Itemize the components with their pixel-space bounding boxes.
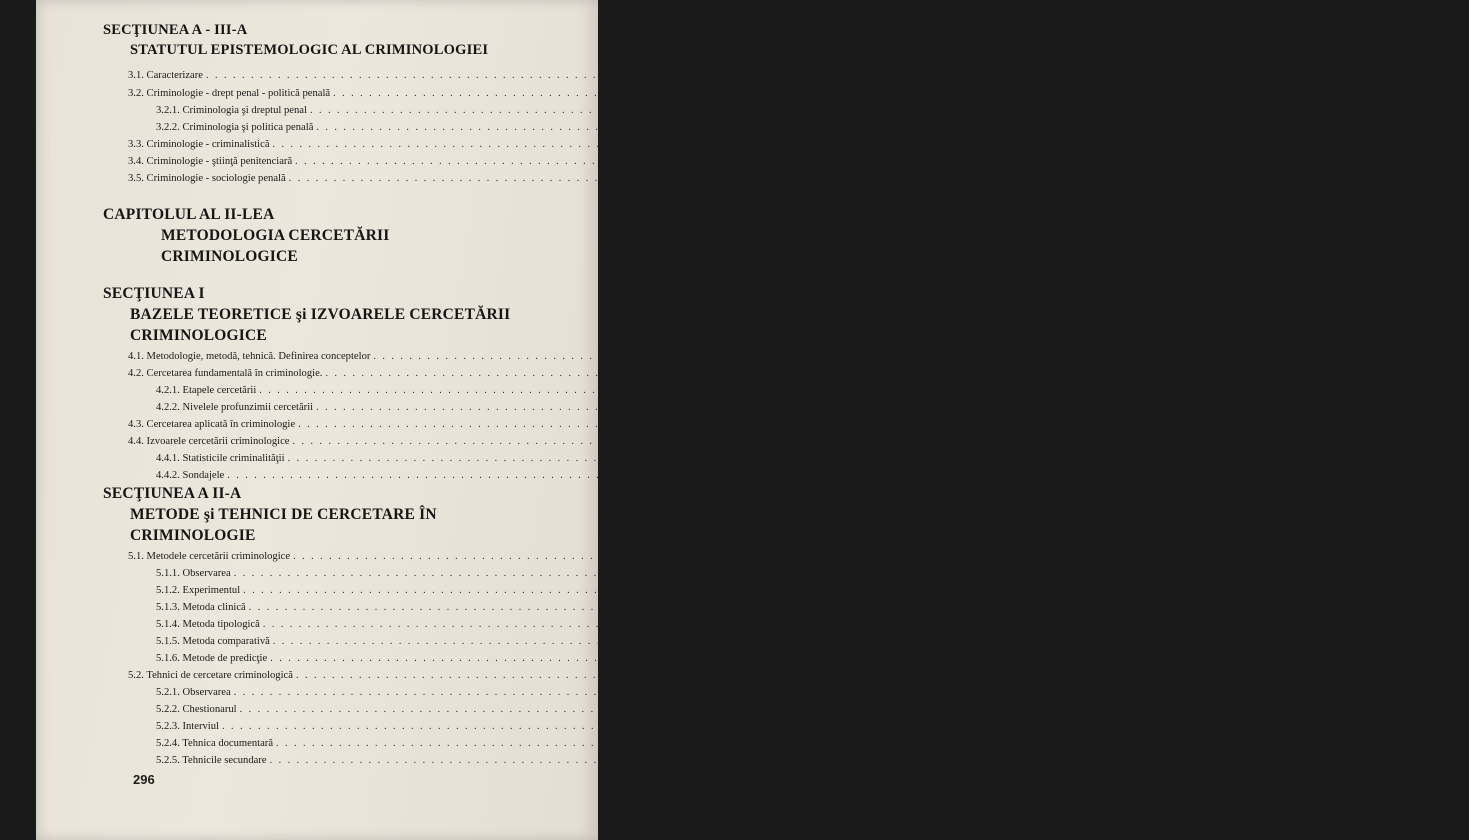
toc-entry-page: 42 bbox=[1380, 156, 1391, 167]
dot-leader: . . . . . . . . . . . . . . . . . . . . . . . . . . . . . . . . . . . . . . . . . . . . . . . . . . . . . . . . . . . . . . . . . . . . . . . . . . . . . . . . . . . . . . . . . . . . . . . . . . . . . . . . . . . . . . . . . . . . . . . . bbox=[262, 619, 1339, 630]
section-title: CRIMINOLOGICE bbox=[130, 327, 267, 344]
dot-leader: . . . . . . . . . . . . . . . . . . . . . . . . . . . . . . . . . . . . . . . . . . . . . . . . . . . . . . . . . . . . . . . . . . . . . . . . . . . . . . . . . . . . . . . . . . . . . . . . . . . . . . . . . . . . . . . . . . . . . . . . bbox=[221, 721, 1298, 732]
chapter-label: CAPITOLUL AL II-LEA bbox=[103, 206, 275, 223]
toc-entry-page: 74 bbox=[1306, 721, 1318, 732]
toc-entry-label: 5.1. Metodele cercetării criminologice bbox=[128, 551, 291, 562]
toc-entry-label: 4.1. Metodologie, metodă, tehnică. Definirea conceptelor bbox=[128, 351, 371, 362]
toc-entry-label: 3.2. Criminologie - drept penal - politică penală bbox=[128, 88, 331, 99]
dot-leader: . . . . . . . . . . . . . . . . . . . . . . . . . . . . . . . . . . . . . . . . . . . . . . . . . . . . . . . . . . . . . . . . . . . . . . . . . . . . . . . . . . . . . . . . . . . . . . . . . . . . . . . . . . . . . . . . . . . . . . . . bbox=[316, 122, 1392, 133]
dot-leader: . . . . . . . . . . . . . . . . . . . . . . . . . . . . . . . . . . . . . . . . . . . . . . . . . . . . . . . . . . . . . . . . . . . . . . . . . . . . . . . . . . . . . . . . . . . . . . . . . . . . . . . . . . . . . . . . . . . . . . . . bbox=[316, 402, 1392, 413]
dot-leader: . . . . . . . . . . . . . . . . . . . . . . . . . . . . . . . . . . . . . . . . . . . . . . . . . . . . . . . . . . . . . . . . . . . . . . . . . . . . . . . . . . . . . . . . . . . . . . . . . . . . . . . . . . . . . . . . . . . . . . . . bbox=[227, 470, 1303, 481]
toc-entry-label: 5.1.4. Metoda tipologică bbox=[156, 619, 260, 630]
toc-entry-label: 4.4. Izvoarele cercetării criminologice bbox=[128, 436, 290, 447]
toc-entry-label: 3.3. Criminologie - criminalistică bbox=[128, 139, 270, 150]
toc-entry-label: 4.2.1. Etapele cercetării bbox=[156, 385, 257, 396]
toc-entry bbox=[156, 618, 1359, 632]
toc-entry-label: 5.2.2. Chestionarul bbox=[156, 704, 237, 715]
dot-leader: . . . . . . . . . . . . . . . . . . . . . . . . . . . . . . . . . . . . . . . . . . . . . . . . . . . . . . . . . . . . . . . . . . . . . . . . . . . . . . . . . . . . . . . . . . . . . . . . . . . . . . . . . . . . . . . . . . . . . . . . bbox=[292, 436, 1368, 447]
section-title: STATUTUL EPISTEMOLOGIC AL CRIMINOLOGIEI bbox=[130, 42, 489, 58]
toc-entry-label: 4.4.1. Statisticile criminalităţii bbox=[156, 453, 285, 464]
dot-leader: . . . . . . . . . . . . . . . . . . . . . . . . . . . . . . . . . . . . . . . . . . . . . . . . . . . . . . . . . . . . . . . . . . . . . . . . . . . . . . . . . . . . . . . . . . . . . . . . . . . . . . . . . . . . . . . . . . . . . . . . bbox=[276, 738, 1352, 749]
toc-entry bbox=[128, 367, 1421, 381]
toc-entry-label: 5.2.5. Tehnicile secundare bbox=[156, 755, 267, 766]
toc-entry-page: 79 bbox=[1354, 755, 1366, 766]
toc-entry-label: 5.1.6. Metode de predicţie bbox=[156, 653, 268, 664]
toc-entry bbox=[156, 686, 1330, 700]
dot-leader: . . . . . . . . . . . . . . . . . . . . . . . . . . . . . . . . . . . . . . . . . . . . . . . . . . . . . . . . . . . . . . . . . . . . . . . . . . . . . . . . . . . . . . . . . . . . . . . . . . . . . . . . . . . . . . . . . . . . . . . . bbox=[270, 653, 1346, 664]
section-title: BAZELE TEORETICE şi IZVOARELE CERCETĂRII bbox=[130, 306, 511, 323]
toc-entry-label: 4.2.2. Nivelele profunzimii cercetării bbox=[156, 402, 314, 413]
toc-entry-page: 52 bbox=[1377, 436, 1388, 447]
toc-entry-page: 54 bbox=[1312, 470, 1323, 481]
toc-entry bbox=[128, 550, 1389, 564]
toc-entry-page: 58 bbox=[1328, 585, 1339, 596]
toc-entry bbox=[156, 452, 1384, 466]
toc-entry-page: 57 bbox=[1318, 568, 1330, 579]
dot-leader: . . . . . . . . . . . . . . . . . . . . . . . . . . . . . . . . . . . . . . . . . . . . . . . . . . . . . . . . . . . . . . . . . . . . . . . . . . . . . . . . . . . . . . . . . . . . . . . . . . . . . . . . . . . . . . . . . . . . . . . . bbox=[243, 585, 1319, 596]
toc-entry-label: 5.1.5. Metoda comparativă bbox=[156, 636, 270, 647]
toc-entry bbox=[156, 754, 1366, 768]
toc-entry-page: 67 bbox=[1355, 653, 1366, 664]
toc-entry bbox=[128, 435, 1388, 449]
section-title: METODE şi TEHNICI DE CERCETARE ÎN bbox=[130, 506, 437, 523]
toc-entry bbox=[128, 172, 1385, 186]
toc-entry-page: 61 bbox=[1333, 602, 1345, 613]
toc-entry-page: 68 bbox=[1318, 687, 1330, 698]
toc-entry-page: 52 bbox=[1372, 453, 1384, 464]
dot-leader: . . . . . . . . . . . . . . . . . . . . . . . . . . . . . . . . . . . . . . . . . . . . . . . . . . . . . . . . . . . . . . . . . . . . . . . . . . . . . . . . . . . . . . . . . . . . . . . . . . . . . . . . . . . . . . . . . . . . . . . . bbox=[325, 368, 1401, 379]
toc-entry-page: 39 bbox=[1401, 122, 1412, 133]
toc-entry bbox=[156, 703, 1336, 717]
toc-entry-label: 3.1. Caracterizare bbox=[128, 70, 203, 81]
toc-entry bbox=[156, 635, 1369, 649]
dot-leader: . . . . . . . . . . . . . . . . . . . . . . . . . . . . . . . . . . . . . . . . . . . . . . . . . . . . . . . . . . . . . . . . . . . . . . . . . . . . . . . . . . . . . . . . . . . . . . . . . . . . . . . . . . . . . . . . . . . . . . . . bbox=[233, 568, 1310, 579]
toc-entry bbox=[156, 720, 1318, 734]
toc-entry bbox=[156, 601, 1345, 615]
toc-entry bbox=[156, 384, 1355, 398]
dot-leader: . . . . . . . . . . . . . . . . . . . . . . . . . . . . . . . . . . . . . . . . . . . . . . . . . . . . . . . . . . . . . . . . . . . . . . . . . . . . . . . . . . . . . . . . . . . . . . . . . . . . . . . . . . . . . . . . . . . . . . . . bbox=[295, 156, 1371, 167]
dot-leader: . . . . . . . . . . . . . . . . . . . . . . . . . . . . . . . . . . . . . . . . . . . . . . . . . . . . . . . . . . . . . . . . . . . . . . . . . . . . . . . . . . . . . . . . . . . . . . . . . . . . . . . . . . . . . . . . . . . . . . . . bbox=[298, 419, 1374, 430]
dot-leader: . . . . . . . . . . . . . . . . . . . . . . . . . . . . . . . . . . . . . . . . . . . . . . . . . . . . . . . . . . . . . . . . . . . . . . . . . . . . . . . . . . . . . . . . . . . . . . . . . . . . . . . . . . . . . . . . . . . . . . . . bbox=[233, 687, 1310, 698]
toc-entry bbox=[128, 350, 1469, 364]
toc-entry-page: 77 bbox=[1360, 738, 1372, 749]
dot-leader: . . . . . . . . . . . . . . . . . . . . . . . . . . . . . . . . . . . . . . . . . . . . . . . . . . . . . . . . . . . . . . . . . . . . . . . . . . . . . . . . . . . . . . . . . . . . . . . . . . . . . . . . . . . . . . . . . . . . . . . . bbox=[288, 173, 1365, 184]
dot-leader: . . . . . . . . . . . . . . . . . . . . . . . . . . . . . . . . . . . . . . . . . . . . . . . . . . . . . . . . . . . . . . . . . . . . . . . . . . . . . . . . . . . . . . . . . . . . . . . . . . . . . . . . . . . . . . . . . . . . . . . . bbox=[206, 70, 1282, 81]
toc-entry-page: 36 bbox=[1290, 70, 1302, 81]
toc-entry bbox=[156, 104, 1406, 118]
toc-entry bbox=[156, 401, 1412, 415]
toc-entry-label: 5.2.4. Tehnica documentară bbox=[156, 738, 274, 749]
dot-leader: . . . . . . . . . . . . . . . . . . . . . . . . . . . . . . . . . . . . . . . . . . . . . . . . . . . . . . . . . . . . . . . . . . . . . . . . . . . . . . . . . . . . . . . . . . . . . . . . . . . . . . . . . . . . . . . . . . . . . . . . bbox=[373, 351, 1449, 362]
section-label: SECŢIUNEA A II-A bbox=[103, 485, 242, 502]
dot-leader: . . . . . . . . . . . . . . . . . . . . . . . . . . . . . . . . . . . . . . . . . . . . . . . . . . . . . . . . . . . . . . . . . . . . . . . . . . . . . . . . . . . . . . . . . . . . . . . . . . . . . . . . . . . . . . . . . . . . . . . . bbox=[248, 602, 1325, 613]
toc-entry-page: 56 bbox=[1377, 551, 1389, 562]
dot-leader: . . . . . . . . . . . . . . . . . . . . . . . . . . . . . . . . . . . . . . . . . . . . . . . . . . . . . . . . . . . . . . . . . . . . . . . . . . . . . . . . . . . . . . . . . . . . . . . . . . . . . . . . . . . . . . . . . . . . . . . . bbox=[272, 636, 1349, 647]
toc-entry-page: 65 bbox=[1357, 636, 1369, 647]
toc-entry-page: 51 bbox=[1382, 419, 1394, 430]
toc-entry-page: 50 bbox=[1400, 402, 1412, 413]
toc-entry-page: 41 bbox=[1357, 139, 1369, 150]
toc-entry-page: 71 bbox=[1324, 704, 1336, 715]
toc-entry bbox=[156, 652, 1366, 666]
dot-leader: . . . . . . . . . . . . . . . . . . . . . . . . . . . . . . . . . . . . . . . . . . . . . . . . . . . . . . . . . . . . . . . . . . . . . . . . . . . . . . . . . . . . . . . . . . . . . . . . . . . . . . . . . . . . . . . . . . . . . . . . bbox=[309, 105, 1386, 116]
dot-leader: . . . . . . . . . . . . . . . . . . . . . . . . . . . . . . . . . . . . . . . . . . . . . . . . . . . . . . . . . . . . . . . . . . . . . . . . . . . . . . . . . . . . . . . . . . . . . . . . . . . . . . . . . . . . . . . . . . . . . . . . bbox=[272, 139, 1349, 150]
toc-entry bbox=[128, 155, 1391, 169]
toc-entry-page: 37 bbox=[1394, 105, 1406, 116]
dot-leader: . . . . . . . . . . . . . . . . . . . . . . . . . . . . . . . . . . . . . . . . . . . . . . . . . . . . . . . . . . . . . . . . . . . . . . . . . . . . . . . . . . . . . . . . . . . . . . . . . . . . . . . . . . . . . . . . . . . . . . . . bbox=[287, 453, 1364, 464]
toc-entry-label: 5.1.1. Observarea bbox=[156, 568, 231, 579]
chapter-title: METODOLOGIA CERCETĂRII bbox=[161, 227, 390, 244]
toc-entry bbox=[156, 469, 1323, 483]
toc-entry-label: 3.2.1. Criminologia şi dreptul penal bbox=[156, 105, 307, 116]
toc-entry-label: 5.1.2. Experimentul bbox=[156, 585, 241, 596]
toc-entry-label: 4.3. Cercetarea aplicată în criminologie bbox=[128, 419, 296, 430]
toc-entry-label: 5.2.1. Observarea bbox=[156, 687, 231, 698]
dot-leader: . . . . . . . . . . . . . . . . . . . . . . . . . . . . . . . . . . . . . . . . . . . . . . . . . . . . . . . . . . . . . . . . . . . . . . . . . . . . . . . . . . . . . . . . . . . . . . . . . . . . . . . . . . . . . . . . . . . . . . . . bbox=[239, 704, 1316, 715]
toc-entry bbox=[156, 737, 1372, 751]
toc-entry-label: 3.5. Criminologie - sociologie penală bbox=[128, 173, 286, 184]
toc-entry-label: 3.2.2. Criminologia şi politica penală bbox=[156, 122, 314, 133]
toc-entry bbox=[128, 87, 1429, 101]
toc-entry bbox=[128, 138, 1369, 152]
toc-entry bbox=[156, 567, 1330, 581]
toc-entry bbox=[156, 121, 1412, 135]
toc-entry bbox=[128, 418, 1394, 432]
toc-entry-page: 48 bbox=[1344, 385, 1355, 396]
toc-entry-label: 5.1.3. Metoda clinică bbox=[156, 602, 246, 613]
toc-entry bbox=[156, 584, 1339, 598]
dot-leader: . . . . . . . . . . . . . . . . . . . . . . . . . . . . . . . . . . . . . . . . . . . . . . . . . . . . . . . . . . . . . . . . . . . . . . . . . . . . . . . . . . . . . . . . . . . . . . . . . . . . . . . . . . . . . . . . . . . . . . . . bbox=[293, 551, 1369, 562]
toc-entry-label: 5.2.3. Interviul bbox=[156, 721, 219, 732]
toc-entry-page: 45 bbox=[1458, 351, 1469, 362]
toc-entry-page: 48 bbox=[1410, 368, 1421, 379]
toc-entry-label: 4.2. Cercetarea fundamentală în criminologie. bbox=[128, 368, 323, 379]
dot-leader: . . . . . . . . . . . . . . . . . . . . . . . . . . . . . . . . . . . . . . . . . . . . . . . . . . . . . . . . . . . . . . . . . . . . . . . . . . . . . . . . . . . . . . . . . . . . . . . . . . . . . . . . . . . . . . . . . . . . . . . . bbox=[259, 385, 1335, 396]
toc-entry-label: 3.4. Criminologie - ştiinţă penitenciară bbox=[128, 156, 293, 167]
toc-entry-page: 63 bbox=[1347, 619, 1359, 630]
toc-entry-page: 68 bbox=[1380, 670, 1392, 681]
dot-leader: . . . . . . . . . . . . . . . . . . . . . . . . . . . . . . . . . . . . . . . . . . . . . . . . . . . . . . . . . . . . . . . . . . . . . . . . . . . . . . . . . . . . . . . . . . . . . . . . . . . . . . . . . . . . . . . . . . . . . . . . bbox=[295, 670, 1372, 681]
toc-entry bbox=[128, 69, 1302, 83]
dot-leader: . . . . . . . . . . . . . . . . . . . . . . . . . . . . . . . . . . . . . . . . . . . . . . . . . . . . . . . . . . . . . . . . . . . . . . . . . . . . . . . . . . . . . . . . . . . . . . . . . . . . . . . . . . . . . . . . . . . . . . . . bbox=[269, 755, 1346, 766]
book-page bbox=[36, 0, 1469, 840]
toc-entry-label: 4.4.2. Sondajele bbox=[156, 470, 225, 481]
page-number: 296 bbox=[133, 772, 155, 787]
section-label: SECŢIUNEA I bbox=[103, 285, 205, 302]
section-title: CRIMINOLOGIE bbox=[130, 527, 256, 544]
toc-entry-label: 5.2. Tehnici de cercetare criminologică bbox=[128, 670, 293, 681]
chapter-title: CRIMINOLOGICE bbox=[161, 248, 298, 265]
dot-leader: . . . . . . . . . . . . . . . . . . . . . . . . . . . . . . . . . . . . . . . . . . . . . . . . . . . . . . . . . . . . . . . . . . . . . . . . . . . . . . . . . . . . . . . . . . . . . . . . . . . . . . . . . . . . . . . . . . . . . . . . bbox=[333, 88, 1409, 99]
section-label: SECŢIUNEA A - III-A bbox=[103, 22, 248, 38]
toc-entry-page: 43 bbox=[1373, 173, 1385, 184]
toc-entry-page: 37 bbox=[1418, 88, 1429, 99]
toc-entry bbox=[128, 669, 1392, 683]
